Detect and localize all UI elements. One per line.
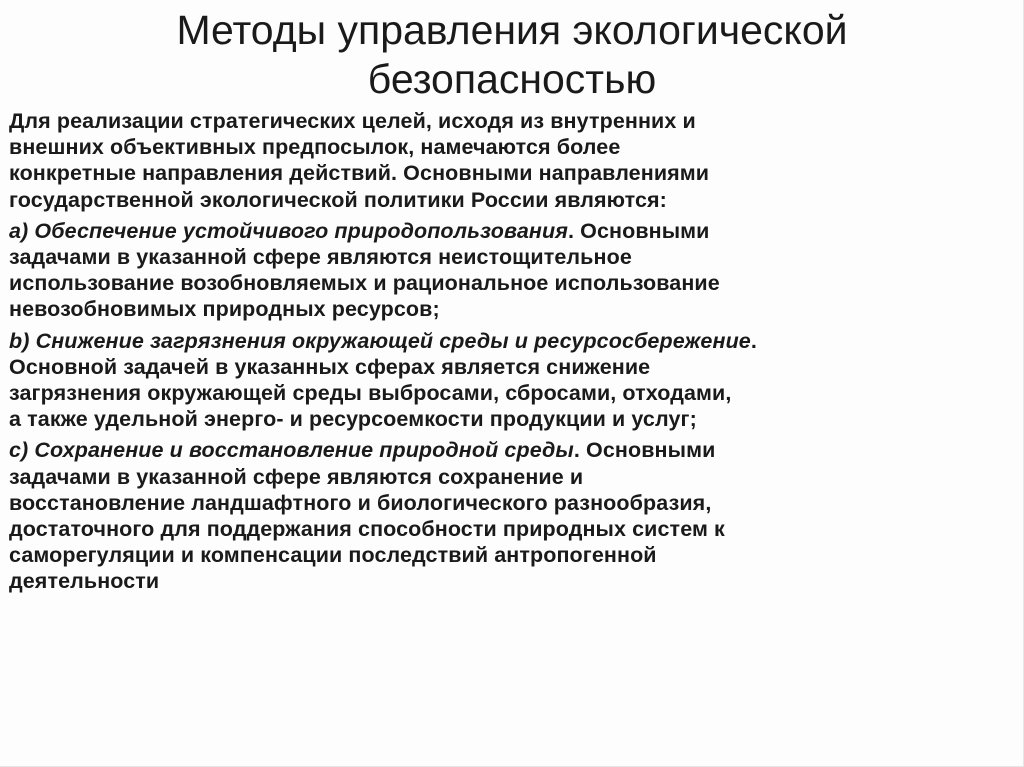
- item-c-line: задачами в указанной сфере являются сохранение и: [9, 464, 584, 489]
- item-paragraph-c: [9, 437, 1014, 594]
- title-line-1: Методы управления экологической: [176, 7, 848, 53]
- item-c-line: восстановление ландшафтного и биологического разнообразия,: [9, 490, 712, 515]
- slide-body: [9, 108, 1014, 600]
- item-c-line: деятельности: [9, 569, 160, 594]
- item-b-line: Основной задачей в указанных сферах является снижение: [9, 354, 651, 379]
- item-c-first-line: [9, 437, 1014, 463]
- item-b-rest: .: [750, 328, 757, 353]
- item-a-first-line: [9, 218, 1014, 244]
- intro-paragraph: [9, 108, 1014, 213]
- item-a-rest: . Основными: [567, 218, 710, 243]
- item-b-first-line: [9, 328, 1014, 354]
- item-c-line: саморегуляции и компенсации последствий антропогенной: [9, 543, 657, 568]
- item-c-lead: c) Сохранение и восстановление природной среды: [9, 438, 574, 463]
- item-c-line: достаточного для поддержания способности природных систем к: [9, 517, 725, 542]
- item-paragraph-b: [9, 328, 1014, 433]
- item-a-lead: a) Обеспечение устойчивого природопользования: [9, 218, 568, 243]
- item-a-line: задачами в указанной сфере являются неистощительное: [9, 245, 632, 270]
- item-paragraph-a: [9, 218, 1014, 323]
- intro-line: конкретные направления действий. Основными направлениями: [9, 161, 710, 186]
- item-b-lead: b) Снижение загрязнения окружающей среды и ресурсосбережение: [9, 328, 751, 353]
- item-a-line: невозобновимых природных ресурсов;: [9, 297, 440, 322]
- item-b-line: загрязнения окружающей среды выбросами, сбросами, отходами,: [9, 381, 732, 406]
- intro-line: внешних объективных предпосылок, намечаются более: [9, 135, 621, 160]
- item-b-line: а также удельной энерго- и ресурсоемкости продукции и услуг;: [9, 407, 697, 432]
- item-a-line: использование возобновляемых и рациональное использование: [9, 271, 720, 296]
- title-line-2: безопасностью: [367, 56, 657, 102]
- intro-line: Для реализации стратегических целей, исходя из внутренних и: [9, 109, 696, 133]
- intro-line: государственной экологической политики России являются:: [9, 187, 667, 212]
- slide-title: [60, 6, 964, 104]
- item-c-rest: . Основными: [573, 438, 716, 463]
